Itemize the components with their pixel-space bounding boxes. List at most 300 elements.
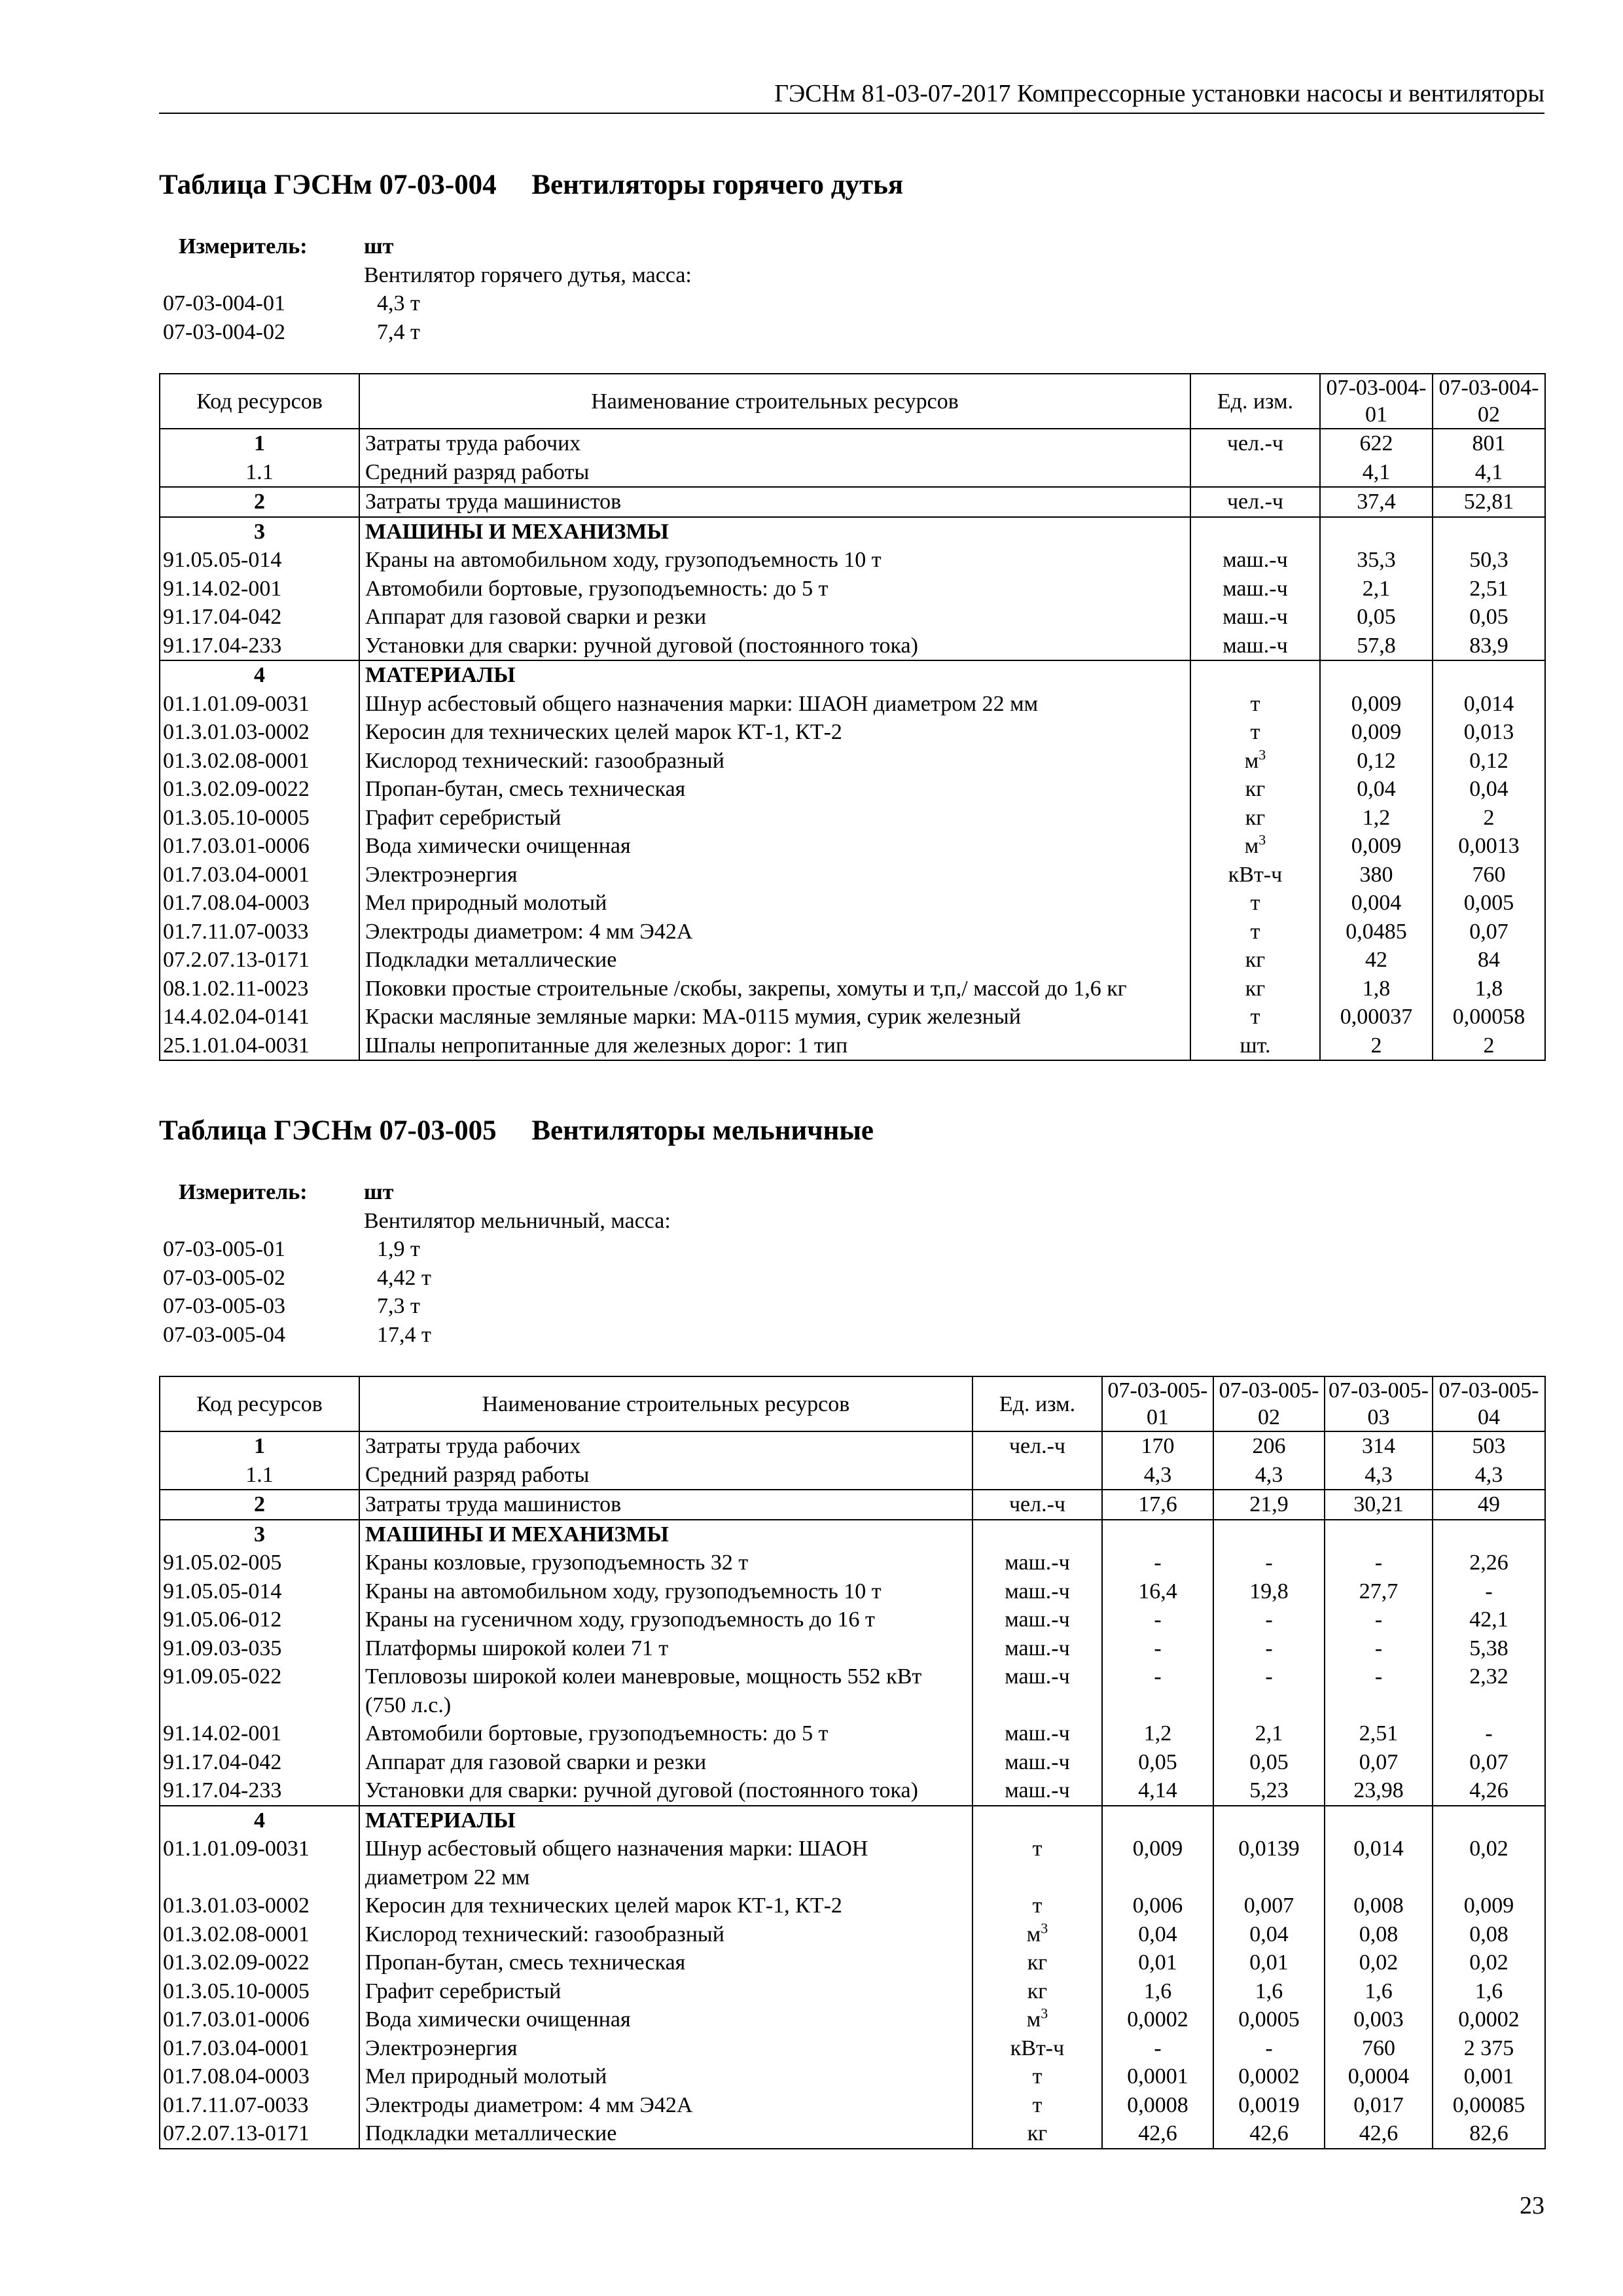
table-row (160, 975, 1545, 1003)
unit-text: т (1250, 720, 1260, 744)
resource-name: Установки для сварки: ручной дуговой (постоянного тока) (359, 632, 1190, 661)
running-header (159, 77, 1544, 114)
resource-code: 07.2.07.13-0171 (160, 2119, 359, 2149)
resource-value: 0,0004 (1325, 2062, 1433, 2091)
variant-code: 07-03-004-01 (163, 291, 285, 315)
resource-value: 16,4 (1102, 1577, 1213, 1606)
resource-unit (1190, 747, 1320, 776)
resource-value: 1,8 (1433, 975, 1545, 1003)
unit-text: т (1032, 2092, 1043, 2117)
unit-text: маш.-ч (1222, 605, 1288, 629)
unit-text: кг (1245, 976, 1266, 1001)
resource-unit (1190, 889, 1320, 918)
resource-code: 14.4.02.04-0141 (160, 1003, 359, 1031)
resource-value: 0,006 (1102, 1892, 1213, 1920)
table-row (160, 1776, 1545, 1806)
unit-text: чел.-ч (1226, 431, 1284, 456)
variant-value: 1,9 т (377, 1237, 420, 1261)
resource-code: 01.7.08.04-0003 (160, 889, 359, 918)
resource-code: 91.09.05-022 (160, 1662, 359, 1719)
resource-name: Электроды диаметром: 4 мм Э42А (359, 2091, 972, 2120)
unit-text: кВт-ч (1010, 2036, 1065, 2060)
resource-value: 0,04 (1320, 775, 1433, 804)
resource-value: 0,0002 (1102, 2005, 1213, 2034)
resource-value: - (1325, 1549, 1433, 1577)
unit-text: кг (1027, 1979, 1048, 2003)
resource-code: 01.3.02.09-0022 (160, 775, 359, 804)
table-row (160, 1461, 1545, 1490)
unit-text: м (1026, 1922, 1041, 1946)
resource-value: 1,6 (1325, 1977, 1433, 2006)
resource-unit (1190, 832, 1320, 861)
resource-name: МАШИНЫ И МЕХАНИЗМЫ (359, 1520, 972, 1549)
resource-value: 0,01 (1102, 1948, 1213, 1977)
resource-code: 91.14.02-001 (160, 575, 359, 603)
resource-value: 27,7 (1325, 1577, 1433, 1606)
resource-value: - (1102, 1605, 1213, 1634)
resource-value: 0,0139 (1213, 1835, 1325, 1892)
resource-value: 83,9 (1433, 632, 1545, 661)
resource-value: 42,1 (1433, 1605, 1545, 1634)
unit-text: маш.-ч (1005, 1579, 1070, 1604)
table-row (160, 1920, 1545, 1949)
resource-unit (972, 2062, 1102, 2091)
resource-code: 1 (160, 1431, 359, 1461)
resource-unit (1190, 775, 1320, 804)
resource-name: Графит серебристый (359, 804, 1190, 833)
resource-unit (1190, 718, 1320, 747)
resource-value: 0,08 (1433, 1920, 1545, 1949)
resource-code: 91.05.05-014 (160, 546, 359, 575)
table-row (160, 2119, 1545, 2149)
unit-text: кг (1027, 2121, 1048, 2145)
resource-value (1213, 1806, 1325, 1835)
resource-code: 2 (160, 487, 359, 517)
resource-value: 42,6 (1102, 2119, 1213, 2149)
measure-unit: шт (364, 234, 394, 259)
resource-name: Платформы широкой колеи 71 т (359, 1634, 972, 1663)
unit-text: м (1244, 834, 1259, 858)
resource-value: 57,8 (1320, 632, 1433, 661)
table1-title: Таблица ГЭСНм 07-03-004 Вентиляторы горячего дутья (159, 170, 904, 200)
resource-value: 4,3 (1325, 1461, 1433, 1490)
resource-unit (972, 1948, 1102, 1977)
resource-value: 2,1 (1213, 1719, 1325, 1748)
resource-value: 0,0002 (1433, 2005, 1545, 2034)
unit-text: м (1244, 748, 1259, 773)
resource-unit (972, 2119, 1102, 2149)
resource-value: 0,02 (1325, 1948, 1433, 1977)
resource-unit (1190, 804, 1320, 833)
col-header-variant: 07-03-005-02 (1213, 1376, 1325, 1431)
resource-value: 0,00058 (1433, 1003, 1545, 1031)
resource-unit (1190, 546, 1320, 575)
resource-name: Поковки простые строительные /скобы, закрепы, хомуты и т,п,/ массой до 1,6 кг (359, 975, 1190, 1003)
resource-value: 42 (1320, 946, 1433, 975)
unit-text: маш.-ч (1222, 548, 1288, 572)
section-row (160, 1806, 1545, 1835)
col-header-name: Наименование строительных ресурсов (359, 1376, 972, 1431)
resource-value: 0,02 (1433, 1835, 1545, 1892)
resource-value: 0,12 (1320, 747, 1433, 776)
resource-value: 0,12 (1433, 747, 1545, 776)
unit-text: маш.-ч (1222, 633, 1288, 658)
col-header-variant: 07-03-005-03 (1325, 1376, 1433, 1431)
resource-name: Краски масляные земляные марки: МА-0115 мумия, сурик железный (359, 1003, 1190, 1031)
table-row (160, 747, 1545, 776)
resource-name: Затраты труда машинистов (359, 487, 1190, 517)
unit-superscript: 3 (1041, 2005, 1048, 2022)
resource-value: 314 (1325, 1431, 1433, 1461)
resource-code: 01.3.01.03-0002 (160, 1892, 359, 1920)
resource-code: 01.7.08.04-0003 (160, 2062, 359, 2091)
resource-value: 0,009 (1433, 1892, 1545, 1920)
resource-code: 01.7.03.04-0001 (160, 2034, 359, 2063)
resource-value: - (1325, 1605, 1433, 1634)
resource-value: 4,26 (1433, 1776, 1545, 1806)
variant-value: 7,3 т (377, 1294, 420, 1318)
resource-value: 1,8 (1320, 975, 1433, 1003)
resource-unit (972, 2091, 1102, 2120)
table-row (160, 889, 1545, 918)
resource-value: 2,32 (1433, 1662, 1545, 1719)
variant-code: 07-03-005-02 (163, 1265, 285, 1290)
resource-value (1433, 517, 1545, 547)
resource-name: Керосин для технических целей марок КТ-1, КТ-2 (359, 718, 1190, 747)
resource-value: 4,1 (1433, 458, 1545, 488)
resource-code: 2 (160, 1490, 359, 1520)
page-number: 23 (1520, 2192, 1544, 2219)
resource-code: 01.7.03.01-0006 (160, 832, 359, 861)
measure-label: Измеритель: (179, 234, 308, 259)
resource-value: 4,3 (1102, 1461, 1213, 1490)
resource-value: 0,0013 (1433, 832, 1545, 861)
resource-code: 07.2.07.13-0171 (160, 946, 359, 975)
resource-name: Графит серебристый (359, 1977, 972, 2006)
unit-text: кг (1245, 805, 1266, 830)
resource-value: 0,009 (1320, 690, 1433, 719)
variant-code: 07-03-005-04 (163, 1322, 285, 1347)
resource-name: Автомобили бортовые, грузоподъемность: до 5 т (359, 575, 1190, 603)
unit-superscript: 3 (1041, 1920, 1048, 1937)
resource-value: 23,98 (1325, 1776, 1433, 1806)
unit-text: т (1250, 919, 1260, 944)
table-row (160, 1748, 1545, 1777)
resource-value: 0,08 (1325, 1920, 1433, 1949)
resource-unit (1190, 660, 1320, 690)
col-header-code: Код ресурсов (160, 1376, 359, 1431)
resource-value: 801 (1433, 429, 1545, 458)
table-header-row (160, 1376, 1545, 1431)
resource-value: 0,07 (1433, 918, 1545, 946)
resource-code: 91.05.05-014 (160, 1577, 359, 1606)
resource-value: 0,05 (1433, 603, 1545, 632)
table2-resources (159, 1376, 1546, 2149)
unit-text: т (1250, 691, 1260, 716)
resource-value: 0,05 (1320, 603, 1433, 632)
resource-value: 0,014 (1433, 690, 1545, 719)
unit-text: маш.-ч (1005, 1664, 1070, 1689)
resource-value: 0,02 (1433, 1948, 1545, 1977)
unit-text: кВт-ч (1228, 862, 1283, 887)
resource-value: 49 (1433, 1490, 1545, 1520)
table-row (160, 1977, 1545, 2006)
resource-name: Кислород технический: газообразный (359, 747, 1190, 776)
table-row (160, 546, 1545, 575)
unit-text: т (1250, 1005, 1260, 1029)
resource-unit (972, 1634, 1102, 1663)
resource-value: 0,00085 (1433, 2091, 1545, 2120)
resource-value: 206 (1213, 1431, 1325, 1461)
unit-text: шт. (1240, 1033, 1271, 1058)
resource-value: 50,3 (1433, 546, 1545, 575)
resource-name: Установки для сварки: ручной дуговой (постоянного тока) (359, 1776, 972, 1806)
table1-measure-block (159, 232, 813, 346)
resource-name: Кислород технический: газообразный (359, 1920, 972, 1949)
variant-value: 4,42 т (377, 1265, 431, 1290)
resource-unit (1190, 517, 1320, 547)
resource-value: 0,0008 (1102, 2091, 1213, 2120)
resource-unit (1190, 690, 1320, 719)
table-row (160, 632, 1545, 661)
resource-value: 42,6 (1213, 2119, 1325, 2149)
resource-code: 1.1 (160, 1461, 359, 1490)
resource-value: - (1102, 1634, 1213, 1663)
resource-unit (1190, 575, 1320, 603)
resource-value: 0,005 (1433, 889, 1545, 918)
measure-description: Вентилятор мельничный, масса: (364, 1208, 671, 1233)
col-header-variant: 07-03-005-01 (1102, 1376, 1213, 1431)
resource-unit (1190, 632, 1320, 661)
resource-unit (1190, 487, 1320, 517)
resource-code: 01.3.05.10-0005 (160, 1977, 359, 2006)
resource-value: - (1213, 1605, 1325, 1634)
table-row (160, 832, 1545, 861)
resource-unit (1190, 458, 1320, 488)
resource-value: 0,0001 (1102, 2062, 1213, 2091)
resource-value: 2,1 (1320, 575, 1433, 603)
resource-value: 2 (1433, 1031, 1545, 1061)
resource-code: 01.3.02.09-0022 (160, 1948, 359, 1977)
resource-unit (972, 1977, 1102, 2006)
table2-title: Таблица ГЭСНм 07-03-005 Вентиляторы мельничные (159, 1115, 874, 1146)
table-row (160, 2005, 1545, 2034)
measure-label: Измеритель: (179, 1180, 308, 1204)
resource-name: МАТЕРИАЛЫ (359, 660, 1190, 690)
table-row (160, 1003, 1545, 1031)
resource-value: 1,6 (1213, 1977, 1325, 2006)
resource-name: Пропан-бутан, смесь техническая (359, 775, 1190, 804)
resource-unit (972, 1520, 1102, 1549)
resource-code: 91.17.04-233 (160, 632, 359, 661)
resource-name: Электроэнергия (359, 861, 1190, 889)
resource-unit (972, 1431, 1102, 1461)
resource-value: 0,05 (1102, 1748, 1213, 1777)
resource-value (1325, 1520, 1433, 1549)
table-row (160, 1662, 1545, 1719)
resource-value: - (1325, 1634, 1433, 1663)
table-row (160, 1892, 1545, 1920)
resource-unit (972, 1549, 1102, 1577)
resource-unit (1190, 1003, 1320, 1031)
resource-value: 0,04 (1433, 775, 1545, 804)
resource-name: Средний разряд работы (359, 1461, 972, 1490)
unit-text: т (1032, 2064, 1043, 2089)
resource-name: Вода химически очищенная (359, 832, 1190, 861)
table-row (160, 918, 1545, 946)
table-row (160, 1549, 1545, 1577)
table-row (160, 775, 1545, 804)
unit-text: кг (1245, 777, 1266, 801)
resource-value: - (1213, 2034, 1325, 2063)
resource-name: МАШИНЫ И МЕХАНИЗМЫ (359, 517, 1190, 547)
resource-value: 0,0002 (1213, 2062, 1325, 2091)
unit-text: маш.-ч (1005, 1607, 1070, 1632)
resource-value: 42,6 (1325, 2119, 1433, 2149)
resource-value: 35,3 (1320, 546, 1433, 575)
resource-code: 91.05.02-005 (160, 1549, 359, 1577)
unit-text: маш.-ч (1005, 1778, 1070, 1803)
resource-value: 0,004 (1320, 889, 1433, 918)
resource-value (1320, 660, 1433, 690)
resource-value: 0,003 (1325, 2005, 1433, 2034)
resource-name: Затраты труда машинистов (359, 1490, 972, 1520)
resource-name: Шнур асбестовый общего назначения марки: ШАОН диаметром 22 мм (359, 1835, 972, 1892)
resource-value: 2,51 (1325, 1719, 1433, 1748)
resource-name: Затраты труда рабочих (359, 1431, 972, 1461)
measure-description: Вентилятор горячего дутья, масса: (364, 262, 692, 287)
variant-value: 4,3 т (377, 291, 420, 315)
section-row (160, 517, 1545, 547)
resource-unit (972, 1461, 1102, 1490)
resource-unit (1190, 975, 1320, 1003)
resource-value: 0,01 (1213, 1948, 1325, 1977)
unit-text: маш.-ч (1005, 1636, 1070, 1660)
table-row (160, 2062, 1545, 2091)
resource-value: 2 (1433, 804, 1545, 833)
resource-value: 82,6 (1433, 2119, 1545, 2149)
resource-value: 0,009 (1320, 832, 1433, 861)
unit-superscript: 3 (1258, 831, 1266, 848)
resource-unit (972, 1662, 1102, 1719)
resource-code: 01.3.02.08-0001 (160, 747, 359, 776)
resource-code: 1.1 (160, 458, 359, 488)
unit-text: т (1250, 891, 1260, 915)
resource-unit (972, 1806, 1102, 1835)
resource-unit (1190, 861, 1320, 889)
resource-name: Мел природный молотый (359, 889, 1190, 918)
section-row (160, 660, 1545, 690)
resource-unit (972, 1490, 1102, 1520)
resource-name: МАТЕРИАЛЫ (359, 1806, 972, 1835)
unit-text: маш.-ч (1005, 1749, 1070, 1774)
resource-code: 91.14.02-001 (160, 1719, 359, 1748)
table-row (160, 861, 1545, 889)
resource-value: 0,04 (1213, 1920, 1325, 1949)
table-row (160, 575, 1545, 603)
resource-value: 170 (1102, 1431, 1213, 1461)
resource-value: - (1213, 1634, 1325, 1663)
resource-value: 503 (1433, 1431, 1545, 1461)
resource-value: 17,6 (1102, 1490, 1213, 1520)
resource-value: 0,009 (1102, 1835, 1213, 1892)
resource-value (1102, 1520, 1213, 1549)
resource-code: 3 (160, 517, 359, 547)
col-header-name: Наименование строительных ресурсов (359, 374, 1190, 429)
resource-code: 1 (160, 429, 359, 458)
resource-value: 52,81 (1433, 487, 1545, 517)
resource-value: 0,0485 (1320, 918, 1433, 946)
resource-code: 4 (160, 660, 359, 690)
resource-name: Краны козловые, грузоподъемность 32 т (359, 1549, 972, 1577)
resource-code: 01.3.01.03-0002 (160, 718, 359, 747)
resource-name: Электроды диаметром: 4 мм Э42А (359, 918, 1190, 946)
resource-unit (972, 1776, 1102, 1806)
table-row (160, 804, 1545, 833)
unit-text: маш.-ч (1005, 1721, 1070, 1746)
resource-unit (972, 2034, 1102, 2063)
resource-value: 5,38 (1433, 1634, 1545, 1663)
resource-value: 0,05 (1213, 1748, 1325, 1777)
resource-name: Шпалы непропитанные для железных дорог: 1 тип (359, 1031, 1190, 1061)
table-row (160, 603, 1545, 632)
resource-value: 1,2 (1320, 804, 1433, 833)
resource-value: 0,008 (1325, 1892, 1433, 1920)
resource-name: Средний разряд работы (359, 458, 1190, 488)
resource-value: 622 (1320, 429, 1433, 458)
running-header-title: ГЭСНм 81-03-07-2017 Компрессорные установки насосы и вентиляторы (774, 80, 1544, 107)
resource-name: Затраты труда рабочих (359, 429, 1190, 458)
resource-value: 0,07 (1325, 1748, 1433, 1777)
resource-unit (1190, 1031, 1320, 1061)
unit-text: маш.-ч (1005, 1551, 1070, 1575)
resource-value: 2 375 (1433, 2034, 1545, 2063)
resource-value: 0,04 (1102, 1920, 1213, 1949)
resource-value: - (1213, 1549, 1325, 1577)
measure-unit: шт (364, 1180, 394, 1204)
table-row (160, 1835, 1545, 1892)
resource-value: 30,21 (1325, 1490, 1433, 1520)
unit-superscript: 3 (1258, 746, 1266, 763)
table-row (160, 1031, 1545, 1061)
resource-code: 91.05.06-012 (160, 1605, 359, 1634)
resource-value: - (1102, 2034, 1213, 2063)
resource-value: 2,26 (1433, 1549, 1545, 1577)
resource-value (1433, 660, 1545, 690)
unit-text: чел.-ч (1008, 1434, 1066, 1458)
col-header-unit: Ед. изм. (972, 1376, 1102, 1431)
variant-value: 7,4 т (377, 319, 420, 344)
resource-value: 84 (1433, 946, 1545, 975)
col-header-variant: 07-03-005-04 (1433, 1376, 1545, 1431)
resource-value: - (1102, 1549, 1213, 1577)
col-header-variant: 07-03-004-01 (1320, 374, 1433, 429)
unit-text: т (1032, 1893, 1043, 1918)
resource-code: 01.7.11.07-0033 (160, 918, 359, 946)
resource-code: 25.1.01.04-0031 (160, 1031, 359, 1061)
resource-value (1213, 1520, 1325, 1549)
variant-code: 07-03-004-02 (163, 319, 285, 344)
table-row (160, 458, 1545, 488)
resource-unit (972, 1605, 1102, 1634)
unit-text: чел.-ч (1008, 1492, 1066, 1516)
resource-code: 4 (160, 1806, 359, 1835)
resource-value: - (1433, 1577, 1545, 1606)
resource-value: 2,51 (1433, 575, 1545, 603)
resource-value: 1,6 (1433, 1977, 1545, 2006)
resource-value: 0,00037 (1320, 1003, 1433, 1031)
resource-code: 01.7.03.01-0006 (160, 2005, 359, 2034)
